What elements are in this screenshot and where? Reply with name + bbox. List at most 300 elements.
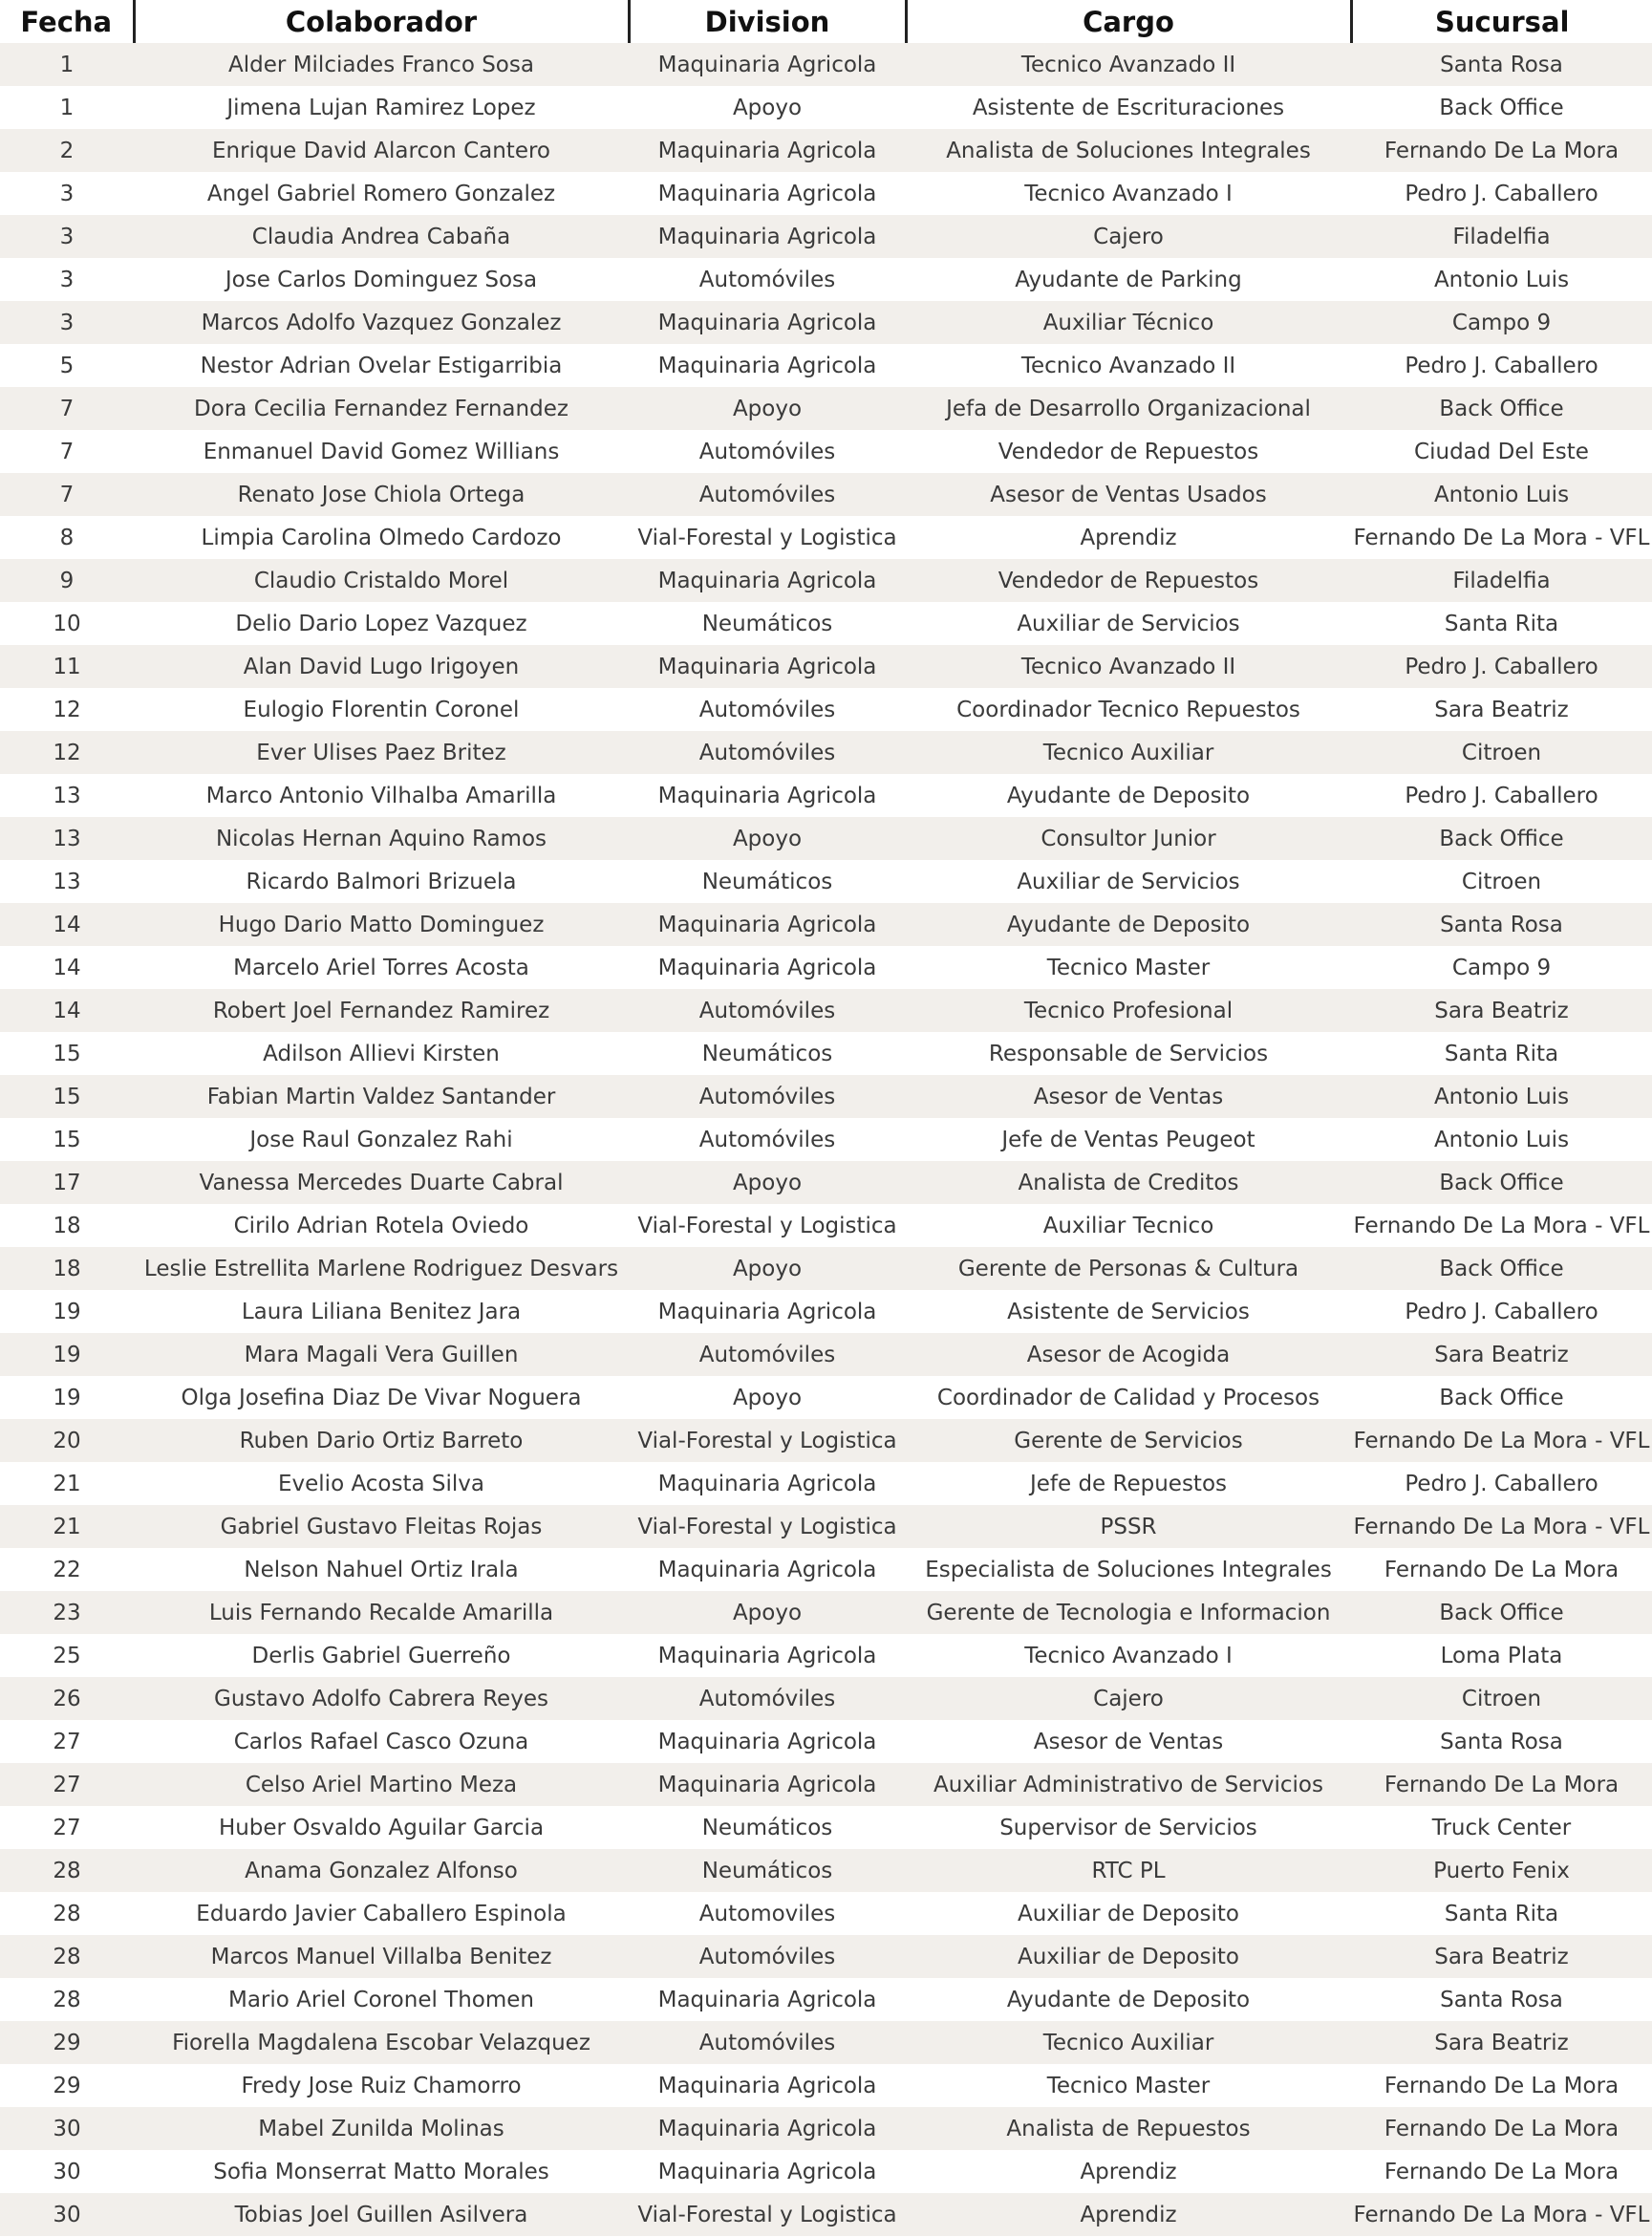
cell-fecha: 29 <box>0 2064 134 2107</box>
cell-fecha: 30 <box>0 2107 134 2150</box>
cell-sucursal: Santa Rosa <box>1351 1720 1652 1763</box>
table-row <box>0 817 1652 860</box>
cell-fecha: 15 <box>0 1118 134 1161</box>
cell-colaborador: Olga Josefina Diaz De Vivar Noguera <box>134 1376 629 1419</box>
cell-division: Automoviles <box>629 1892 906 1935</box>
cell-fecha: 9 <box>0 559 134 602</box>
cell-colaborador: Cirilo Adrian Rotela Oviedo <box>134 1204 629 1247</box>
table-row <box>0 86 1652 129</box>
table-row <box>0 1935 1652 1978</box>
cell-sucursal: Sara Beatriz <box>1351 2021 1652 2064</box>
cell-division: Maquinaria Agricola <box>629 129 906 172</box>
cell-division: Maquinaria Agricola <box>629 1634 906 1677</box>
table-row <box>0 2021 1652 2064</box>
table-row <box>0 2150 1652 2193</box>
cell-cargo: Ayudante de Parking <box>906 258 1351 301</box>
cell-sucursal: Pedro J. Caballero <box>1351 774 1652 817</box>
cell-fecha: 27 <box>0 1720 134 1763</box>
cell-colaborador: Limpia Carolina Olmedo Cardozo <box>134 516 629 559</box>
table-row <box>0 43 1652 86</box>
cell-colaborador: Jose Carlos Dominguez Sosa <box>134 258 629 301</box>
cell-fecha: 15 <box>0 1075 134 1118</box>
cell-cargo: Cajero <box>906 1677 1351 1720</box>
cell-fecha: 27 <box>0 1763 134 1806</box>
cell-colaborador: Laura Liliana Benitez Jara <box>134 1290 629 1333</box>
cell-colaborador: Marco Antonio Vilhalba Amarilla <box>134 774 629 817</box>
table-row <box>0 731 1652 774</box>
cell-fecha: 7 <box>0 430 134 473</box>
cell-cargo: Analista de Creditos <box>906 1161 1351 1204</box>
cell-division: Maquinaria Agricola <box>629 2107 906 2150</box>
cell-sucursal: Citroen <box>1351 860 1652 903</box>
cell-cargo: Asesor de Acogida <box>906 1333 1351 1376</box>
cell-cargo: Auxiliar Administrativo de Servicios <box>906 1763 1351 1806</box>
cell-division: Maquinaria Agricola <box>629 301 906 344</box>
table-row <box>0 1118 1652 1161</box>
table-row <box>0 989 1652 1032</box>
cell-cargo: Jefa de Desarrollo Organizacional <box>906 387 1351 430</box>
header-division: Division <box>629 0 906 43</box>
cell-colaborador: Eulogio Florentin Coronel <box>134 688 629 731</box>
cell-fecha: 7 <box>0 473 134 516</box>
cell-sucursal: Sara Beatriz <box>1351 1333 1652 1376</box>
cell-colaborador: Eduardo Javier Caballero Espinola <box>134 1892 629 1935</box>
cell-sucursal: Back Office <box>1351 1591 1652 1634</box>
cell-colaborador: Sofia Monserrat Matto Morales <box>134 2150 629 2193</box>
cell-fecha: 3 <box>0 172 134 215</box>
cell-fecha: 15 <box>0 1032 134 1075</box>
table-row <box>0 1419 1652 1462</box>
cell-division: Maquinaria Agricola <box>629 2150 906 2193</box>
table-row <box>0 1591 1652 1634</box>
table-row <box>0 516 1652 559</box>
cell-colaborador: Claudio Cristaldo Morel <box>134 559 629 602</box>
cell-sucursal: Back Office <box>1351 1247 1652 1290</box>
cell-cargo: Ayudante de Deposito <box>906 903 1351 946</box>
cell-fecha: 5 <box>0 344 134 387</box>
cell-fecha: 17 <box>0 1161 134 1204</box>
table-row <box>0 1376 1652 1419</box>
table-row <box>0 1333 1652 1376</box>
table-row <box>0 172 1652 215</box>
cell-sucursal: Back Office <box>1351 1376 1652 1419</box>
cell-division: Automóviles <box>629 1677 906 1720</box>
table-row <box>0 860 1652 903</box>
cell-cargo: Asistente de Escrituraciones <box>906 86 1351 129</box>
cell-cargo: RTC PL <box>906 1849 1351 1892</box>
cell-cargo: Jefe de Ventas Peugeot <box>906 1118 1351 1161</box>
cell-sucursal: Sara Beatriz <box>1351 1935 1652 1978</box>
cell-division: Maquinaria Agricola <box>629 1462 906 1505</box>
header-fecha: Fecha <box>0 0 134 43</box>
cell-fecha: 21 <box>0 1462 134 1505</box>
table-row <box>0 1634 1652 1677</box>
table-row <box>0 1505 1652 1548</box>
cell-sucursal: Santa Rita <box>1351 1032 1652 1075</box>
cell-cargo: Auxiliar Técnico <box>906 301 1351 344</box>
cell-sucursal: Fernando De La Mora - VFL <box>1351 1505 1652 1548</box>
table-row <box>0 344 1652 387</box>
cell-colaborador: Anama Gonzalez Alfonso <box>134 1849 629 1892</box>
cell-fecha: 18 <box>0 1204 134 1247</box>
cell-colaborador: Nicolas Hernan Aquino Ramos <box>134 817 629 860</box>
cell-cargo: Tecnico Avanzado I <box>906 172 1351 215</box>
cell-colaborador: Dora Cecilia Fernandez Fernandez <box>134 387 629 430</box>
table-row <box>0 2064 1652 2107</box>
table-row <box>0 301 1652 344</box>
cell-sucursal: Pedro J. Caballero <box>1351 172 1652 215</box>
cell-colaborador: Tobias Joel Guillen Asilvera <box>134 2193 629 2236</box>
cell-division: Automóviles <box>629 473 906 516</box>
cell-cargo: Gerente de Personas & Cultura <box>906 1247 1351 1290</box>
table-row <box>0 1247 1652 1290</box>
cell-sucursal: Fernando De La Mora - VFL <box>1351 1204 1652 1247</box>
cell-division: Apoyo <box>629 86 906 129</box>
cell-cargo: Ayudante de Deposito <box>906 1978 1351 2021</box>
cell-sucursal: Antonio Luis <box>1351 1118 1652 1161</box>
cell-division: Maquinaria Agricola <box>629 774 906 817</box>
cell-colaborador: Nestor Adrian Ovelar Estigarribia <box>134 344 629 387</box>
cell-sucursal: Back Office <box>1351 86 1652 129</box>
cell-cargo: Tecnico Master <box>906 2064 1351 2107</box>
cell-sucursal: Fernando De La Mora <box>1351 1548 1652 1591</box>
cell-cargo: Vendedor de Repuestos <box>906 430 1351 473</box>
cell-fecha: 23 <box>0 1591 134 1634</box>
table-row <box>0 602 1652 645</box>
cell-division: Automóviles <box>629 1118 906 1161</box>
cell-division: Maquinaria Agricola <box>629 903 906 946</box>
cell-fecha: 30 <box>0 2150 134 2193</box>
table-row <box>0 1290 1652 1333</box>
table-row <box>0 774 1652 817</box>
cell-colaborador: Luis Fernando Recalde Amarilla <box>134 1591 629 1634</box>
cell-division: Neumáticos <box>629 860 906 903</box>
cell-division: Automóviles <box>629 989 906 1032</box>
cell-division: Maquinaria Agricola <box>629 946 906 989</box>
cell-sucursal: Campo 9 <box>1351 946 1652 989</box>
cell-colaborador: Alder Milciades Franco Sosa <box>134 43 629 86</box>
cell-colaborador: Jimena Lujan Ramirez Lopez <box>134 86 629 129</box>
cell-sucursal: Campo 9 <box>1351 301 1652 344</box>
table-row <box>0 1849 1652 1892</box>
table-row <box>0 1978 1652 2021</box>
cell-colaborador: Delio Dario Lopez Vazquez <box>134 602 629 645</box>
cell-sucursal: Pedro J. Caballero <box>1351 645 1652 688</box>
table-row <box>0 1161 1652 1204</box>
table-row <box>0 1075 1652 1118</box>
cell-cargo: Asesor de Ventas Usados <box>906 473 1351 516</box>
cell-sucursal: Antonio Luis <box>1351 1075 1652 1118</box>
cell-cargo: Tecnico Auxiliar <box>906 731 1351 774</box>
cell-cargo: Responsable de Servicios <box>906 1032 1351 1075</box>
cell-fecha: 12 <box>0 731 134 774</box>
cell-fecha: 13 <box>0 860 134 903</box>
cell-fecha: 8 <box>0 516 134 559</box>
cell-division: Automóviles <box>629 2021 906 2064</box>
table-row <box>0 2107 1652 2150</box>
header-cargo: Cargo <box>906 0 1351 43</box>
cell-sucursal: Santa Rita <box>1351 1892 1652 1935</box>
cell-division: Apoyo <box>629 387 906 430</box>
cell-colaborador: Mara Magali Vera Guillen <box>134 1333 629 1376</box>
table-row <box>0 1892 1652 1935</box>
cell-cargo: Gerente de Tecnologia e Informacion <box>906 1591 1351 1634</box>
cell-division: Vial-Forestal y Logistica <box>629 1204 906 1247</box>
cell-division: Maquinaria Agricola <box>629 1290 906 1333</box>
cell-fecha: 20 <box>0 1419 134 1462</box>
cell-colaborador: Fiorella Magdalena Escobar Velazquez <box>134 2021 629 2064</box>
table-row <box>0 387 1652 430</box>
cell-division: Maquinaria Agricola <box>629 1978 906 2021</box>
cell-cargo: Tecnico Master <box>906 946 1351 989</box>
cell-fecha: 27 <box>0 1806 134 1849</box>
cell-cargo: Aprendiz <box>906 2150 1351 2193</box>
table-row <box>0 430 1652 473</box>
cell-cargo: Especialista de Soluciones Integrales <box>906 1548 1351 1591</box>
cell-sucursal: Antonio Luis <box>1351 473 1652 516</box>
cell-fecha: 13 <box>0 774 134 817</box>
cell-fecha: 2 <box>0 129 134 172</box>
cell-sucursal: Fernando De La Mora <box>1351 129 1652 172</box>
cell-fecha: 25 <box>0 1634 134 1677</box>
cell-division: Apoyo <box>629 817 906 860</box>
table-body <box>0 43 1652 2236</box>
cell-sucursal: Back Office <box>1351 1161 1652 1204</box>
cell-cargo: Auxiliar de Deposito <box>906 1935 1351 1978</box>
cell-division: Maquinaria Agricola <box>629 43 906 86</box>
cell-sucursal: Santa Rosa <box>1351 1978 1652 2021</box>
cell-cargo: Tecnico Avanzado I <box>906 1634 1351 1677</box>
cell-cargo: Coordinador Tecnico Repuestos <box>906 688 1351 731</box>
cell-cargo: Tecnico Avanzado II <box>906 645 1351 688</box>
header-sucursal: Sucursal <box>1351 0 1652 43</box>
cell-division: Automóviles <box>629 731 906 774</box>
table-row <box>0 1032 1652 1075</box>
cell-colaborador: Angel Gabriel Romero Gonzalez <box>134 172 629 215</box>
cell-division: Vial-Forestal y Logistica <box>629 1419 906 1462</box>
cell-division: Maquinaria Agricola <box>629 1548 906 1591</box>
cell-fecha: 18 <box>0 1247 134 1290</box>
cell-cargo: PSSR <box>906 1505 1351 1548</box>
cell-sucursal: Citroen <box>1351 731 1652 774</box>
cell-fecha: 13 <box>0 817 134 860</box>
cell-sucursal: Loma Plata <box>1351 1634 1652 1677</box>
table-row <box>0 1806 1652 1849</box>
cell-fecha: 14 <box>0 903 134 946</box>
cell-cargo: Gerente de Servicios <box>906 1419 1351 1462</box>
cell-division: Maquinaria Agricola <box>629 215 906 258</box>
cell-division: Apoyo <box>629 1591 906 1634</box>
cell-colaborador: Claudia Andrea Cabaña <box>134 215 629 258</box>
cell-cargo: Aprendiz <box>906 2193 1351 2236</box>
cell-cargo: Auxiliar de Servicios <box>906 602 1351 645</box>
cell-sucursal: Santa Rita <box>1351 602 1652 645</box>
cell-division: Apoyo <box>629 1161 906 1204</box>
cell-fecha: 19 <box>0 1290 134 1333</box>
cell-division: Maquinaria Agricola <box>629 1763 906 1806</box>
cell-fecha: 19 <box>0 1333 134 1376</box>
cell-division: Maquinaria Agricola <box>629 344 906 387</box>
header-colaborador: Colaborador <box>134 0 629 43</box>
cell-sucursal: Antonio Luis <box>1351 258 1652 301</box>
cell-division: Maquinaria Agricola <box>629 172 906 215</box>
cell-colaborador: Hugo Dario Matto Dominguez <box>134 903 629 946</box>
cell-fecha: 26 <box>0 1677 134 1720</box>
cell-colaborador: Fredy Jose Ruiz Chamorro <box>134 2064 629 2107</box>
cell-fecha: 11 <box>0 645 134 688</box>
cell-sucursal: Filadelfia <box>1351 215 1652 258</box>
cell-colaborador: Gustavo Adolfo Cabrera Reyes <box>134 1677 629 1720</box>
cell-fecha: 19 <box>0 1376 134 1419</box>
cell-sucursal: Fernando De La Mora <box>1351 1763 1652 1806</box>
cell-sucursal: Fernando De La Mora - VFL <box>1351 2193 1652 2236</box>
cell-sucursal: Santa Rosa <box>1351 903 1652 946</box>
cell-sucursal: Fernando De La Mora - VFL <box>1351 1419 1652 1462</box>
cell-cargo: Supervisor de Servicios <box>906 1806 1351 1849</box>
cell-fecha: 14 <box>0 989 134 1032</box>
cell-cargo: Asistente de Servicios <box>906 1290 1351 1333</box>
cell-division: Neumáticos <box>629 602 906 645</box>
cell-colaborador: Vanessa Mercedes Duarte Cabral <box>134 1161 629 1204</box>
cell-sucursal: Sara Beatriz <box>1351 989 1652 1032</box>
cell-fecha: 28 <box>0 1892 134 1935</box>
cell-sucursal: Pedro J. Caballero <box>1351 344 1652 387</box>
cell-division: Automóviles <box>629 1075 906 1118</box>
cell-cargo: Tecnico Auxiliar <box>906 2021 1351 2064</box>
cell-colaborador: Mabel Zunilda Molinas <box>134 2107 629 2150</box>
table-row <box>0 2193 1652 2236</box>
cell-division: Automóviles <box>629 688 906 731</box>
table-row <box>0 559 1652 602</box>
table-row <box>0 258 1652 301</box>
table-row <box>0 215 1652 258</box>
cell-cargo: Ayudante de Deposito <box>906 774 1351 817</box>
cell-colaborador: Marcelo Ariel Torres Acosta <box>134 946 629 989</box>
cell-cargo: Cajero <box>906 215 1351 258</box>
cell-division: Automóviles <box>629 1935 906 1978</box>
cell-colaborador: Huber Osvaldo Aguilar Garcia <box>134 1806 629 1849</box>
cell-division: Maquinaria Agricola <box>629 2064 906 2107</box>
cell-cargo: Analista de Soluciones Integrales <box>906 129 1351 172</box>
cell-fecha: 3 <box>0 215 134 258</box>
cell-sucursal: Filadelfia <box>1351 559 1652 602</box>
cell-cargo: Auxiliar de Servicios <box>906 860 1351 903</box>
cell-sucursal: Pedro J. Caballero <box>1351 1290 1652 1333</box>
cell-colaborador: Ricardo Balmori Brizuela <box>134 860 629 903</box>
cell-division: Apoyo <box>629 1376 906 1419</box>
cell-division: Automóviles <box>629 430 906 473</box>
cell-fecha: 28 <box>0 1935 134 1978</box>
cell-fecha: 1 <box>0 43 134 86</box>
cell-colaborador: Derlis Gabriel Guerreño <box>134 1634 629 1677</box>
cell-colaborador: Enmanuel David Gomez Willians <box>134 430 629 473</box>
table-row <box>0 1204 1652 1247</box>
table-header <box>0 0 1652 43</box>
cell-sucursal: Ciudad Del Este <box>1351 430 1652 473</box>
cell-fecha: 3 <box>0 258 134 301</box>
table-row <box>0 129 1652 172</box>
cell-sucursal: Truck Center <box>1351 1806 1652 1849</box>
cell-division: Neumáticos <box>629 1806 906 1849</box>
table-row <box>0 1677 1652 1720</box>
cell-colaborador: Enrique David Alarcon Cantero <box>134 129 629 172</box>
table-row <box>0 903 1652 946</box>
cell-sucursal: Back Office <box>1351 817 1652 860</box>
cell-sucursal: Puerto Fenix <box>1351 1849 1652 1892</box>
cell-fecha: 3 <box>0 301 134 344</box>
cell-cargo: Consultor Junior <box>906 817 1351 860</box>
table-row <box>0 1548 1652 1591</box>
cell-sucursal: Citroen <box>1351 1677 1652 1720</box>
cell-division: Vial-Forestal y Logistica <box>629 2193 906 2236</box>
cell-division: Maquinaria Agricola <box>629 1720 906 1763</box>
cell-fecha: 22 <box>0 1548 134 1591</box>
cell-fecha: 29 <box>0 2021 134 2064</box>
cell-cargo: Jefe de Repuestos <box>906 1462 1351 1505</box>
cell-colaborador: Gabriel Gustavo Fleitas Rojas <box>134 1505 629 1548</box>
cell-fecha: 21 <box>0 1505 134 1548</box>
cell-sucursal: Sara Beatriz <box>1351 688 1652 731</box>
cell-colaborador: Jose Raul Gonzalez Rahi <box>134 1118 629 1161</box>
cell-colaborador: Carlos Rafael Casco Ozuna <box>134 1720 629 1763</box>
table-row <box>0 1763 1652 1806</box>
cell-colaborador: Marcos Adolfo Vazquez Gonzalez <box>134 301 629 344</box>
cell-cargo: Vendedor de Repuestos <box>906 559 1351 602</box>
cell-fecha: 28 <box>0 1978 134 2021</box>
cell-colaborador: Evelio Acosta Silva <box>134 1462 629 1505</box>
cell-cargo: Analista de Repuestos <box>906 2107 1351 2150</box>
cell-fecha: 1 <box>0 86 134 129</box>
cell-division: Neumáticos <box>629 1849 906 1892</box>
cell-sucursal: Fernando De La Mora <box>1351 2150 1652 2193</box>
cell-division: Automóviles <box>629 1333 906 1376</box>
cell-colaborador: Ever Ulises Paez Britez <box>134 731 629 774</box>
cell-fecha: 30 <box>0 2193 134 2236</box>
cell-cargo: Tecnico Profesional <box>906 989 1351 1032</box>
table-row <box>0 645 1652 688</box>
cell-colaborador: Nelson Nahuel Ortiz Irala <box>134 1548 629 1591</box>
cell-colaborador: Fabian Martin Valdez Santander <box>134 1075 629 1118</box>
cell-cargo: Asesor de Ventas <box>906 1075 1351 1118</box>
cell-colaborador: Renato Jose Chiola Ortega <box>134 473 629 516</box>
cell-cargo: Auxiliar de Deposito <box>906 1892 1351 1935</box>
cell-sucursal: Santa Rosa <box>1351 43 1652 86</box>
cell-cargo: Tecnico Avanzado II <box>906 43 1351 86</box>
cell-division: Neumáticos <box>629 1032 906 1075</box>
cell-cargo: Asesor de Ventas <box>906 1720 1351 1763</box>
header-row <box>0 0 1652 43</box>
cell-sucursal: Pedro J. Caballero <box>1351 1462 1652 1505</box>
cell-colaborador: Alan David Lugo Irigoyen <box>134 645 629 688</box>
table-row <box>0 946 1652 989</box>
cell-fecha: 28 <box>0 1849 134 1892</box>
cell-fecha: 7 <box>0 387 134 430</box>
cell-sucursal: Fernando De La Mora <box>1351 2064 1652 2107</box>
cell-cargo: Tecnico Avanzado II <box>906 344 1351 387</box>
cell-colaborador: Mario Ariel Coronel Thomen <box>134 1978 629 2021</box>
cell-sucursal: Fernando De La Mora <box>1351 2107 1652 2150</box>
cell-cargo: Coordinador de Calidad y Procesos <box>906 1376 1351 1419</box>
cell-sucursal: Fernando De La Mora - VFL <box>1351 516 1652 559</box>
cell-cargo: Aprendiz <box>906 516 1351 559</box>
table-row <box>0 1462 1652 1505</box>
cell-fecha: 10 <box>0 602 134 645</box>
cell-division: Vial-Forestal y Logistica <box>629 516 906 559</box>
cell-colaborador: Celso Ariel Martino Meza <box>134 1763 629 1806</box>
table-row <box>0 473 1652 516</box>
cell-sucursal: Back Office <box>1351 387 1652 430</box>
cell-fecha: 12 <box>0 688 134 731</box>
